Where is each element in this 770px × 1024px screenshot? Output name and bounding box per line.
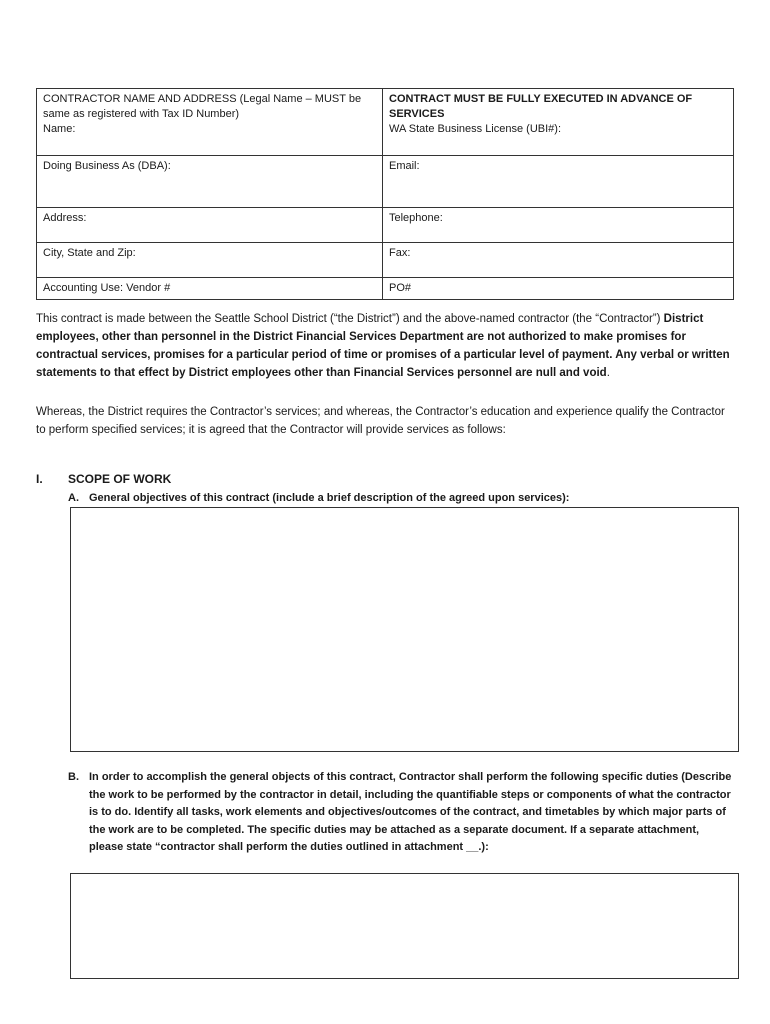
telephone-label: Telephone: (389, 212, 443, 224)
general-objectives-box[interactable] (70, 507, 739, 752)
contractor-info-table (36, 88, 734, 300)
fax-cell[interactable] (383, 243, 734, 278)
name-label: Name: (43, 123, 76, 135)
item-b (68, 769, 734, 857)
telephone-cell[interactable] (383, 208, 734, 243)
whereas-paragraph: Whereas, the District requires the Contractor’s services; and whereas, the Contractor’s education and experience qualify the Contractor to perform specified services; it is agreed that the Contractor will provide services as follows: (36, 406, 725, 436)
email-label: Email: (389, 160, 420, 172)
dba-cell[interactable] (37, 156, 383, 208)
notice-header: CONTRACT MUST BE FULLY EXECUTED IN ADVANCE OF SERVICES (389, 93, 693, 120)
item-b-text: In order to accomplish the general objects of this contract, Contractor shall perform the following specific duties (Describe the work to be performed by the contractor in detail, including the quantifiable steps or components of what the contractor is to do. Identify all tasks, work elements and objectives/outcomes of the contract, and timetables by which major parts of the work are to be completed. The specific duties may be attached as a separate document. If a separate attachment, please state “contractor shall perform the duties outlined in attachment __.): (89, 771, 732, 853)
fax-label: Fax: (389, 247, 411, 259)
city-label: City, State and Zip: (43, 247, 136, 259)
specific-duties-box[interactable] (70, 873, 739, 979)
contractor-name-cell[interactable] (37, 89, 383, 156)
vendor-cell[interactable] (37, 278, 383, 300)
po-label: PO# (389, 282, 412, 294)
address-cell[interactable] (37, 208, 383, 243)
authority-warning: District employees, other than personnel in the District Financial Services Department are not authorized to make promises for contractual services, promises for a particular period of time or promises of a particular level of payment. Any verbal or written statements to that effect by District employees other than Financial Services personnel are null and void (36, 313, 730, 379)
section-number: I. (36, 472, 43, 486)
intro-paragraph (36, 310, 736, 382)
authority-warning-end: . (606, 367, 610, 379)
address-label: Address: (43, 212, 87, 224)
intro-line: This contract is made between the Seattle School District (“the District”) and the above-named contractor (the “Contractor”) (36, 313, 661, 325)
po-cell[interactable] (383, 278, 734, 300)
ubi-cell[interactable] (383, 89, 734, 156)
item-b-marker: B. (68, 771, 79, 783)
item-a-text: General objectives of this contract (include a brief description of the agreed upon services): (89, 492, 570, 504)
city-state-zip-cell[interactable] (37, 243, 383, 278)
item-a (68, 490, 734, 508)
vendor-label: Accounting Use: Vendor # (43, 282, 171, 294)
contractor-header: CONTRACTOR NAME AND ADDRESS (Legal Name – MUST be same as registered with Tax ID Number) (43, 93, 362, 120)
section-title: SCOPE OF WORK (68, 472, 172, 486)
dba-label: Doing Business As (DBA): (43, 160, 171, 172)
email-cell[interactable] (383, 156, 734, 208)
item-a-marker: A. (68, 492, 79, 504)
ubi-label: WA State Business License (UBI#): (389, 123, 561, 135)
